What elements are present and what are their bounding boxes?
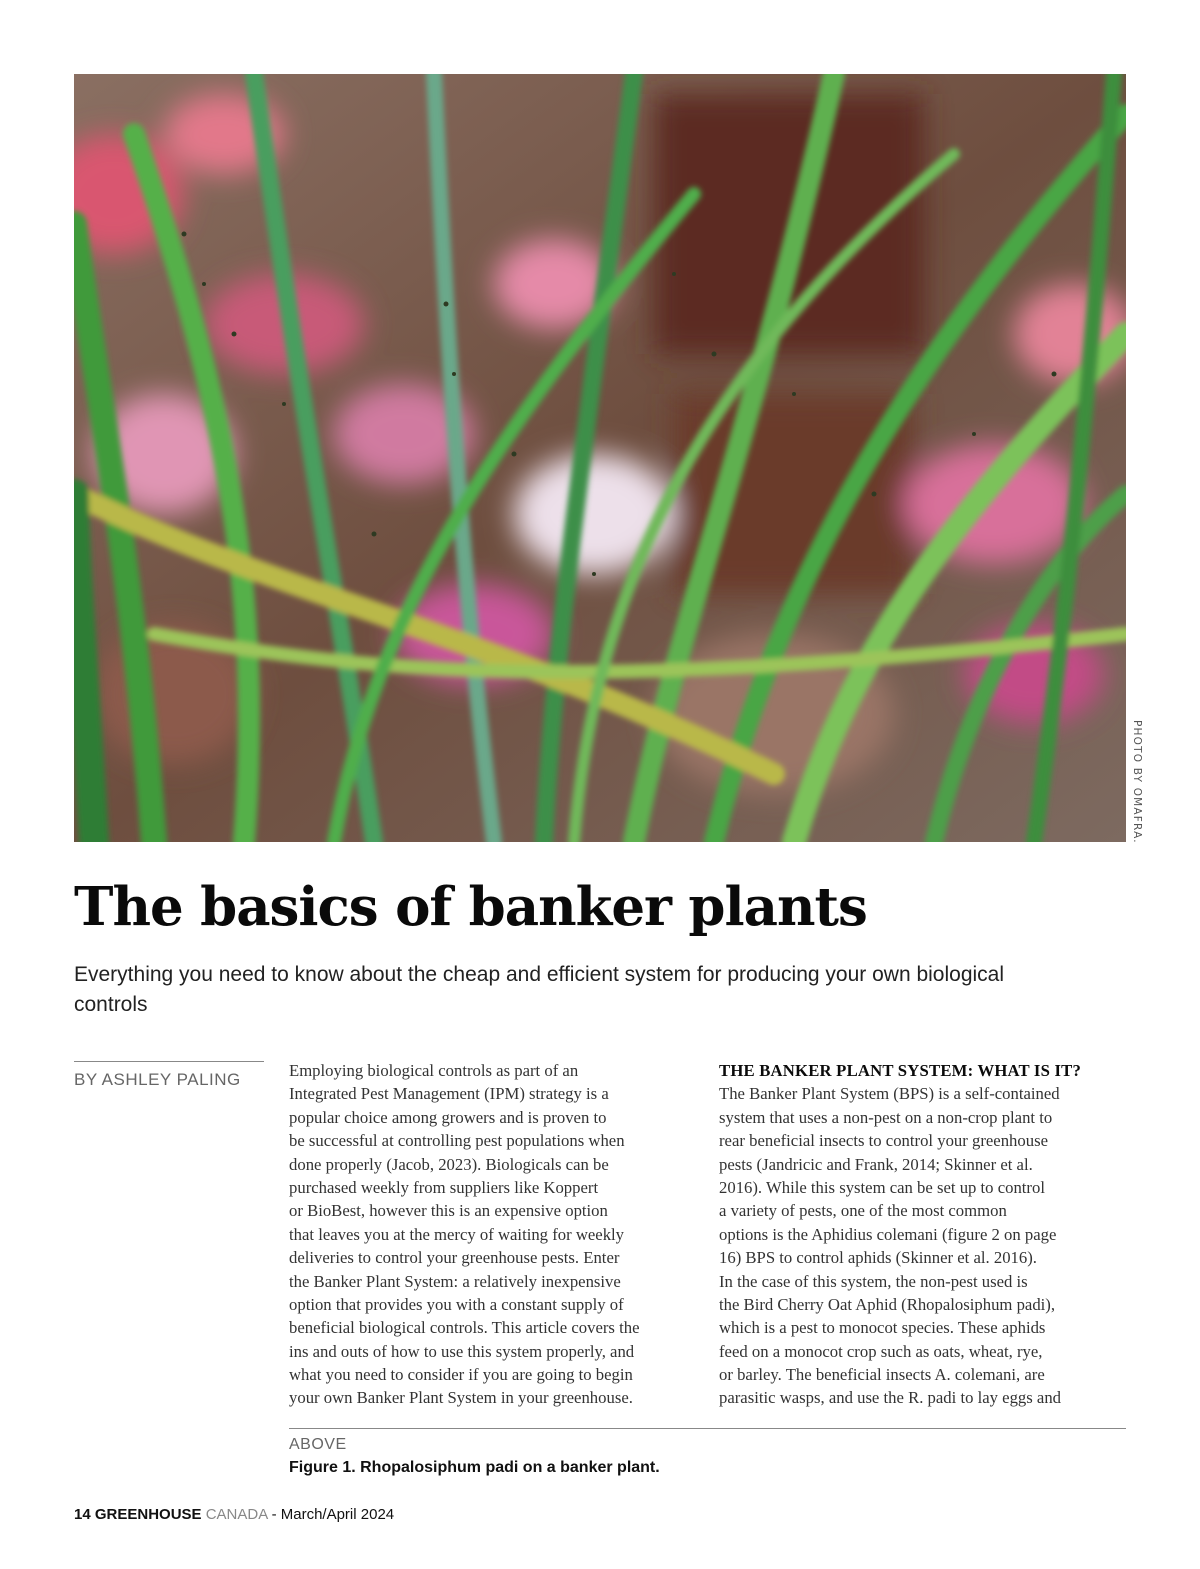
body-line: purchased weekly from suppliers like Koppert [289, 1177, 599, 1197]
body-line: rear beneficial insects to control your greenhouse [719, 1131, 1048, 1151]
body-line: done properly (Jacob, 2023). Biologicals can be [289, 1154, 609, 1174]
body-line: the Bird Cherry Oat Aphid (Rhopalosiphum padi), [719, 1294, 1056, 1314]
body-line: or barley. The beneficial insects A. colemani, are [719, 1365, 1045, 1385]
body-line: which is a pest to monocot species. These aphids [719, 1318, 1046, 1338]
body-line: a variety of pests, one of the most common [719, 1201, 1007, 1221]
issue-date: - March/April 2024 [271, 1506, 395, 1523]
figure-caption: Figure 1. Rhopalosiphum padi on a banker plant. [289, 1459, 660, 1476]
magazine-name: GREENHOUSE [94, 1506, 202, 1523]
grass-photo-illustration [74, 74, 1126, 842]
caption-label: ABOVE [289, 1436, 347, 1453]
body-line: 16) BPS to control aphids (Skinner et al. 2016). [719, 1248, 1037, 1268]
body-line: Employing biological controls as part of an [289, 1061, 579, 1080]
body-column-2 [719, 1059, 1129, 1410]
column-2-lines [719, 1082, 1129, 1409]
body-line: option that provides you with a constant supply of [289, 1294, 624, 1314]
body-line: ins and outs of how to use this system properly, and [289, 1341, 635, 1361]
body-line: your own Banker Plant System in your greenhouse. [289, 1388, 633, 1408]
body-line: or BioBest, however this is an expensive option [289, 1201, 608, 1221]
caption-divider [289, 1428, 1126, 1429]
body-line: what you need to consider if you are going to begin [289, 1365, 633, 1385]
page-footer [74, 1506, 394, 1523]
byline-divider [74, 1061, 264, 1062]
magazine-name-light: CANADA [205, 1506, 268, 1523]
body-line: parasitic wasps, and use the R. padi to lay eggs and [719, 1388, 1062, 1408]
body-line: be successful at controlling pest populations when [289, 1131, 625, 1151]
body-line: In the case of this system, the non-pest used is [719, 1271, 1028, 1291]
body-line: deliveries to control your greenhouse pests. Enter [289, 1248, 620, 1268]
byline: BY ASHLEY PALING [74, 1070, 241, 1089]
body-line: The Banker Plant System (BPS) is a self-contained [719, 1084, 1060, 1104]
hero-photo [74, 74, 1126, 842]
body-line: popular choice among growers and is proven to [289, 1107, 607, 1127]
page-number: 14 [74, 1506, 91, 1523]
section-heading: THE BANKER PLANT SYSTEM: WHAT IS IT? [719, 1061, 1082, 1080]
article-dek: Everything you need to know about the cheap and efficient system for producing your own biological controls [74, 963, 1005, 1016]
article-headline: The basics of banker plants [74, 876, 867, 938]
photo-credit-text: PHOTO BY OMAFRA. [1131, 720, 1143, 844]
body-line: options is the Aphidius colemani (figure 2 on page [719, 1224, 1057, 1244]
body-line: the Banker Plant System: a relatively inexpensive [289, 1271, 621, 1291]
body-line: 2016). While this system can be set up to control [719, 1177, 1045, 1197]
body-line: that leaves you at the mercy of waiting for weekly [289, 1224, 625, 1244]
body-line: system that uses a non-pest on a non-crop plant to [719, 1107, 1053, 1127]
body-line: beneficial biological controls. This article covers the [289, 1318, 640, 1338]
body-line: feed on a monocot crop such as oats, wheat, rye, [719, 1341, 1043, 1361]
body-column-1 [289, 1059, 699, 1410]
photo-credit [1129, 720, 1143, 842]
body-line: pests (Jandricic and Frank, 2014; Skinner et al. [719, 1154, 1033, 1174]
body-line: Integrated Pest Management (IPM) strategy is a [289, 1084, 609, 1104]
